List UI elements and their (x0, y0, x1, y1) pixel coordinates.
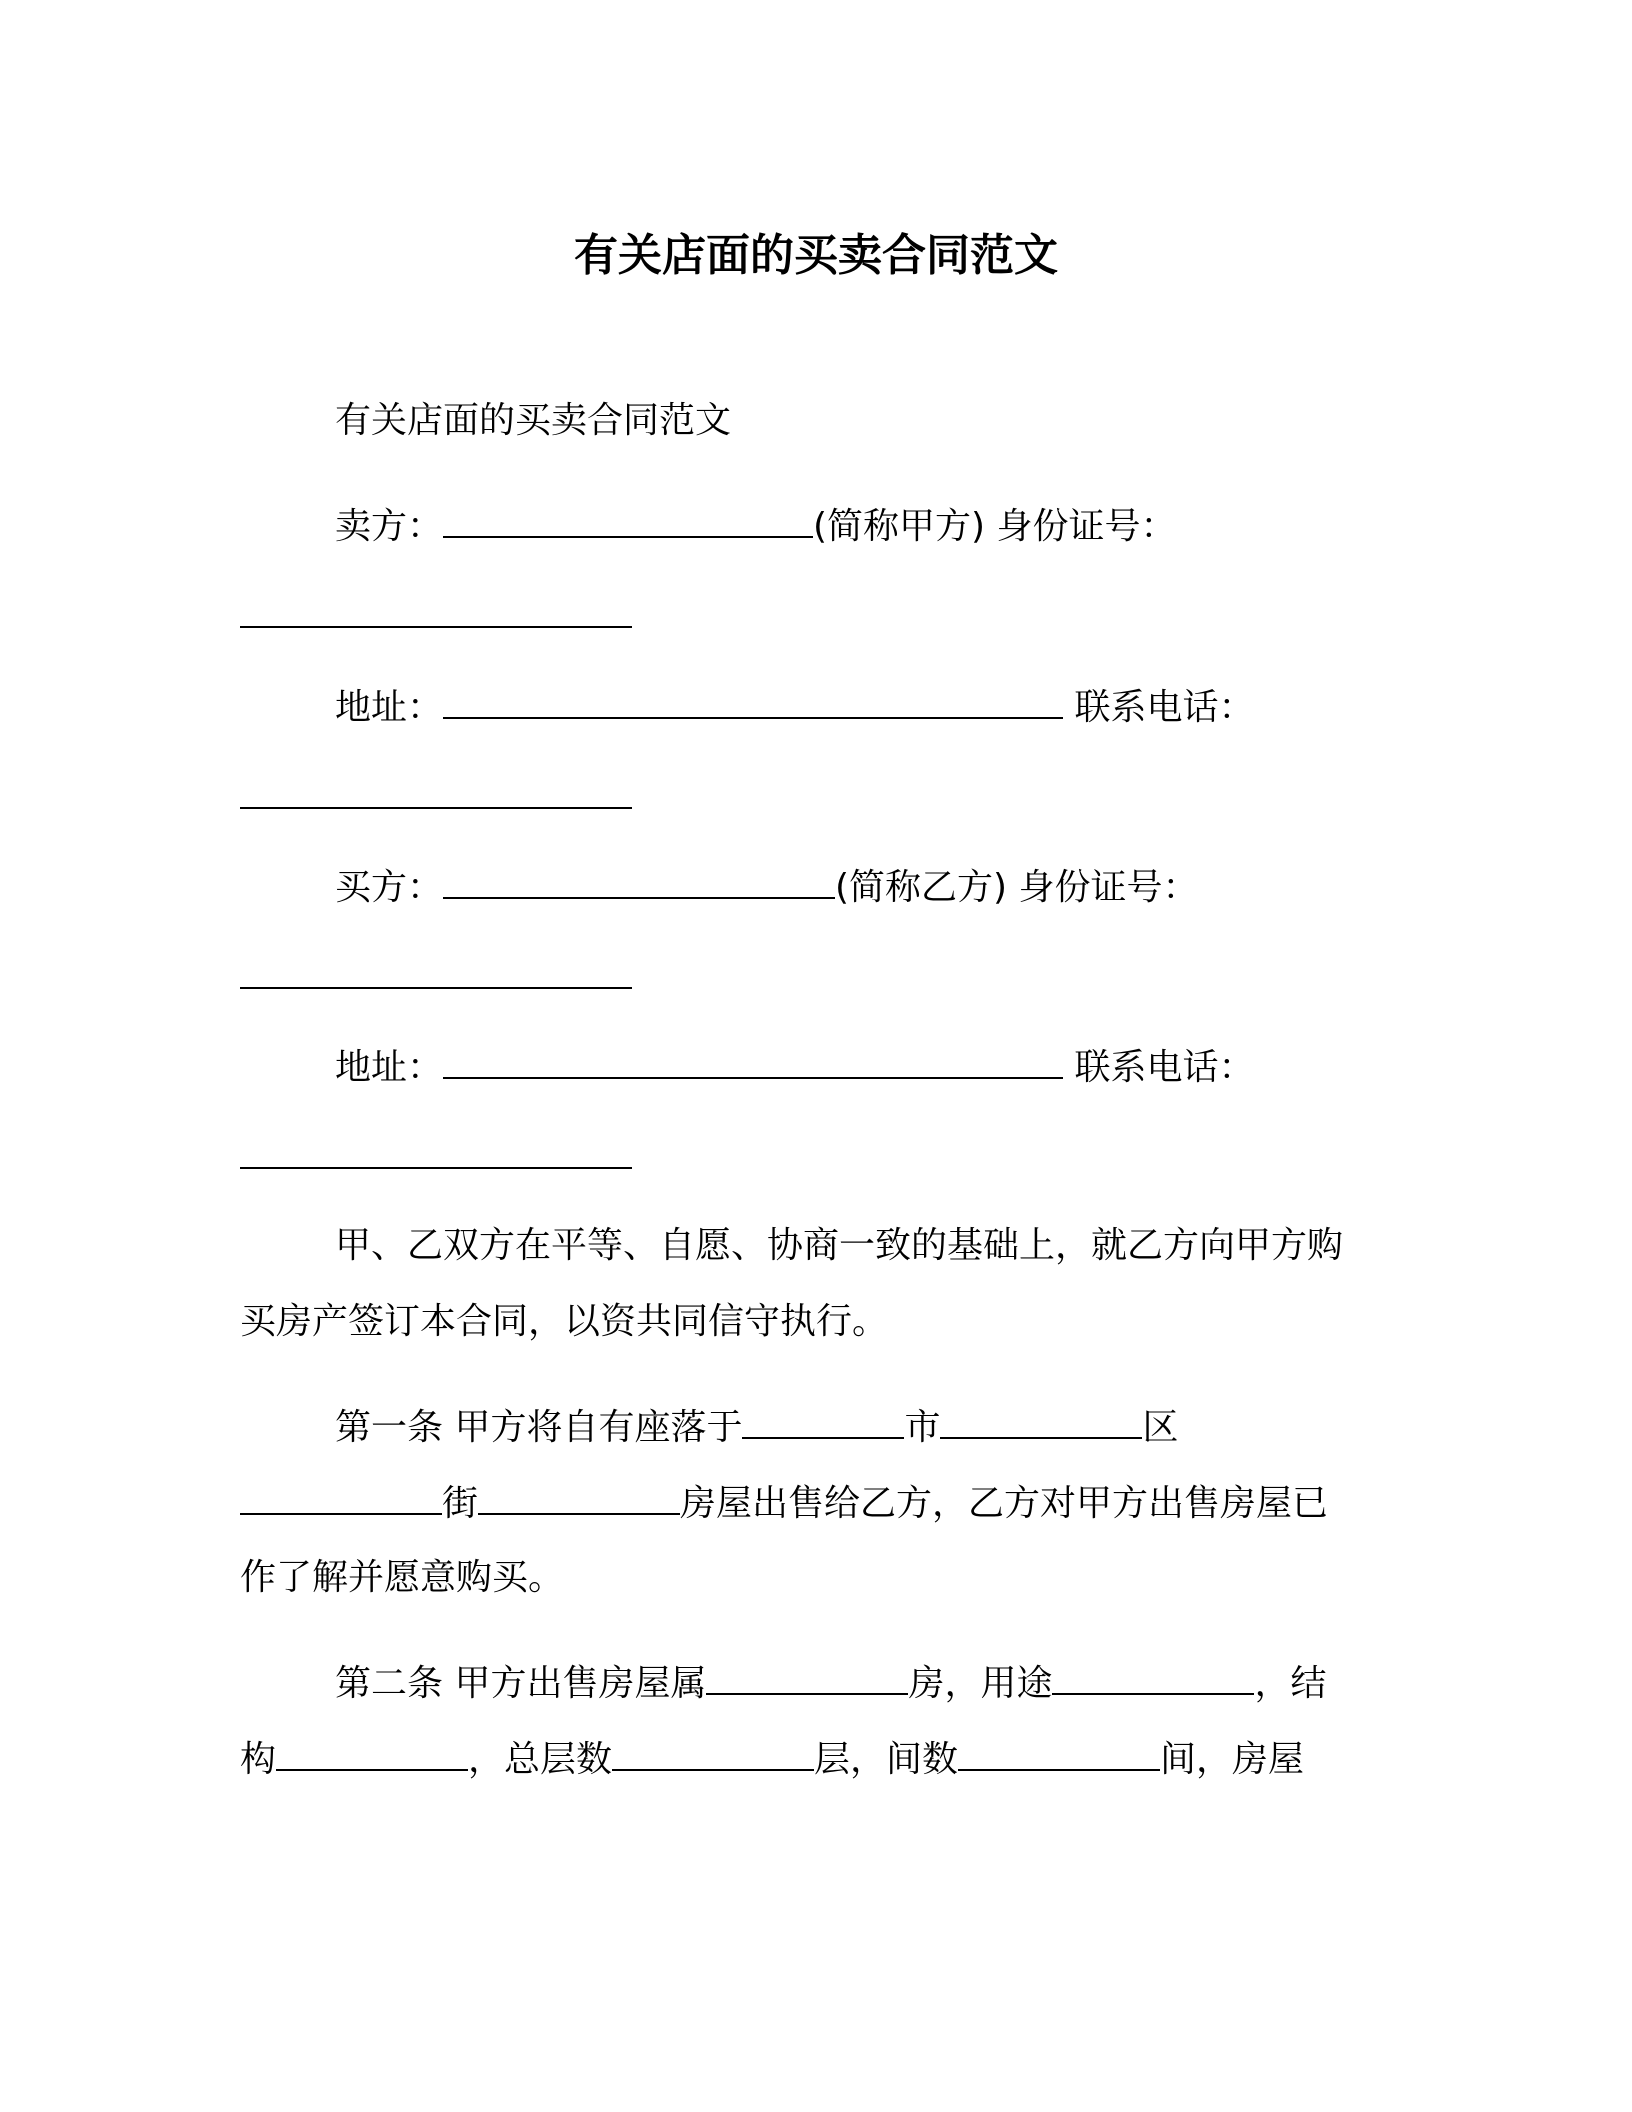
article2-rooms-blank (958, 1735, 1160, 1771)
article2-struct: 构 (240, 1739, 277, 1780)
article2-line-1 (240, 1659, 1326, 1707)
article2-floors: ，总层数 (468, 1739, 613, 1780)
seller-phone-blank (240, 773, 632, 809)
seller-id-blank (240, 592, 632, 628)
article2-struct-blank (276, 1735, 468, 1771)
seller-abbr: (简称甲方) 身份证号： (813, 506, 1177, 547)
buyer-label: 买方： (335, 867, 444, 908)
article2-floor-unit: 层，间数 (814, 1739, 959, 1780)
buyer-address-line (240, 1043, 1254, 1091)
seller-address-line (240, 683, 1254, 731)
article2-floors-blank (612, 1735, 814, 1771)
buyer-address-label: 地址： (335, 1047, 444, 1088)
article1-city: 市 (904, 1407, 941, 1448)
seller-line (240, 502, 1177, 550)
article2-house: 房，用途 (908, 1663, 1053, 1704)
article1-city-blank (742, 1403, 904, 1439)
article2-house-blank (706, 1659, 908, 1695)
article2-struct-pre: ，结 (1254, 1663, 1327, 1704)
article1-street: 街 (442, 1483, 479, 1524)
article1-district: 区 (1142, 1407, 1179, 1448)
buyer-phone-line (240, 1133, 632, 1181)
article1-prefix: 第一条 甲方将自有座落于 (335, 1407, 743, 1448)
seller-phone-line (240, 773, 632, 821)
article1-district-blank (940, 1403, 1142, 1439)
buyer-name-blank (443, 863, 835, 899)
article2-prefix: 第二条 甲方出售房屋属 (335, 1663, 707, 1704)
seller-label: 卖方： (335, 506, 444, 547)
article1-line-2 (240, 1479, 1328, 1527)
article2-line-2 (240, 1735, 1304, 1783)
article1-number-blank (478, 1479, 680, 1515)
seller-id-line (240, 592, 632, 640)
buyer-abbr: (简称乙方) 身份证号： (835, 867, 1199, 908)
buyer-id-line (240, 953, 632, 1001)
seller-phone-label: 联系电话： (1074, 687, 1255, 728)
intro-line-2: 买房产签订本合同，以资共同信守执行。 (240, 1301, 889, 1342)
seller-name-blank (443, 502, 813, 538)
document-subtitle: 有关店面的买卖合同范文 (335, 400, 732, 441)
buyer-address-blank (443, 1043, 1063, 1079)
article1-line-1 (240, 1403, 1178, 1451)
article2-use-blank (1052, 1659, 1254, 1695)
document-title: 有关店面的买卖合同范文 (574, 230, 1058, 281)
buyer-phone-blank (240, 1133, 632, 1169)
seller-address-label: 地址： (335, 687, 444, 728)
article1-line-3: 作了解并愿意购买。 (240, 1557, 565, 1598)
seller-address-blank (443, 683, 1063, 719)
buyer-id-blank (240, 953, 632, 989)
intro-line-1: 甲、乙双方在平等、自愿、协商一致的基础上，就乙方向甲方购 (335, 1225, 1344, 1266)
article2-room-unit: 间，房屋 (1160, 1739, 1305, 1780)
buyer-line (240, 863, 1199, 911)
buyer-phone-label: 联系电话： (1074, 1047, 1255, 1088)
article1-street-blank (240, 1479, 442, 1515)
article1-text2: 房屋出售给乙方，乙方对甲方出售房屋已 (680, 1483, 1329, 1524)
